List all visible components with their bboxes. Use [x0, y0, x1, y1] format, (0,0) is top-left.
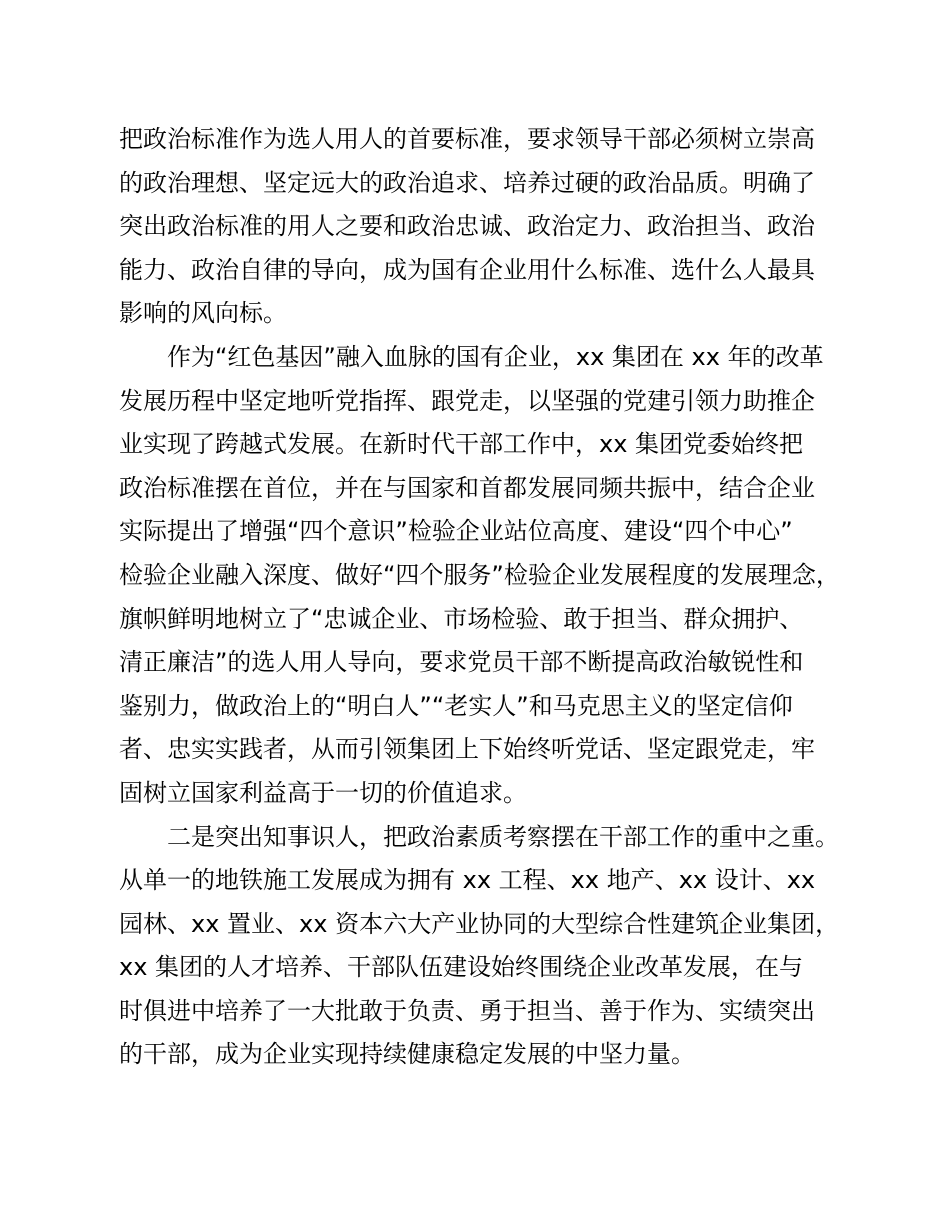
- text-line: 者、忠实实践者，从而引领集团上下始终听党话、坚定跟党走，牢: [119, 735, 815, 764]
- text-line: 旗帜鲜明地树立了“忠诚企业、市场检验、敢于担当、群众拥护、: [119, 604, 804, 633]
- text-line: 把政治标准作为选人用人的首要标准，要求领导干部必须树立崇高: [119, 125, 815, 153]
- text-line: 检验企业融入深度、做好“四个服务”检验企业发展程度的发展理念，: [119, 560, 840, 589]
- text-line: xx 集团的人才培养、干部队伍建设始终围绕企业改革发展，在与: [119, 953, 804, 982]
- paragraph-start-line: 二是突出知事识人，把政治素质考察摆在干部工作的重中之重。: [167, 822, 839, 851]
- text-line: 突出政治标准的用人之要和政治忠诚、政治定力、政治担当、政治: [119, 212, 815, 241]
- text-line: 的干部，成为企业实现持续健康稳定发展的中坚力量。: [119, 1040, 695, 1069]
- text-line: 业实现了跨越式发展。在新时代干部工作中，xx 集团党委始终把: [119, 430, 804, 459]
- text-line: 从单一的地铁施工发展成为拥有 xx 工程、xx 地产、xx 设计、xx: [119, 866, 816, 895]
- text-line: 实际提出了增强“四个意识”检验企业站位高度、建设“四个中心”: [119, 517, 793, 546]
- text-line: 清正廉洁”的选人用人导向，要求党员干部不断提高政治敏锐性和: [119, 648, 804, 677]
- text-line: 时俱进中培养了一大批敢于负责、勇于担当、善于作为、实绩突出: [119, 996, 815, 1025]
- text-line: 的政治理想、坚定远大的政治追求、培养过硬的政治品质。明确了: [119, 168, 815, 197]
- text-line: 影响的风向标。: [119, 299, 287, 328]
- text-line: 固树立国家利益高于一切的价值追求。: [119, 778, 527, 807]
- body-text: [119, 118, 879, 1077]
- text-line: 鉴别力，做政治上的“明白人”“老实人”和马克思主义的坚定信仰: [119, 691, 793, 720]
- paragraph-start-line: 作为“红色基因”融入血脉的国有企业，xx 集团在 xx 年的改革: [167, 342, 824, 371]
- text-line: 发展历程中坚定地听党指挥、跟党走，以坚强的党建引领力助推企: [119, 386, 815, 415]
- text-line: 园林、xx 置业、xx 资本六大产业协同的大型综合性建筑企业集团，: [119, 909, 840, 938]
- text-line: 能力、政治自律的导向，成为国有企业用什么标准、选什么人最具: [119, 255, 815, 284]
- text-line: 政治标准摆在首位，并在与国家和首都发展同频共振中，结合企业: [119, 473, 815, 502]
